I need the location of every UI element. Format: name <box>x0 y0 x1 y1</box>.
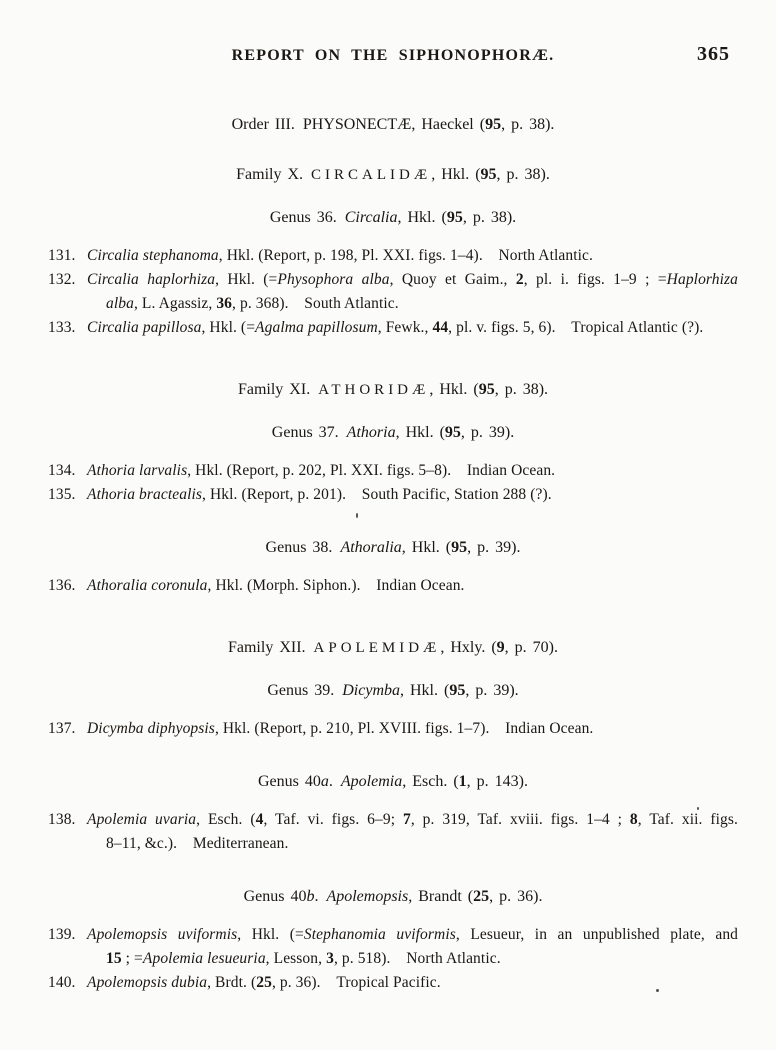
running-title: REPORT ON THE SIPHONOPHORÆ. <box>231 47 555 64</box>
species-entry <box>48 717 738 741</box>
ink-speck <box>656 989 659 992</box>
text-segment: , Esch. ( <box>402 773 459 790</box>
entry-line <box>48 971 738 995</box>
entry-number: 131. <box>48 247 76 264</box>
reference-number: 95 <box>480 166 497 183</box>
reference-number: 44 <box>432 319 449 336</box>
reference-number: 36 <box>216 295 233 312</box>
species-entry <box>48 244 738 268</box>
family-name-smallcaps: ATHORIDÆ <box>318 382 430 398</box>
taxon-name: Athoria <box>346 424 396 441</box>
entry-line <box>48 717 738 741</box>
text-segment: , Hxly. ( <box>440 639 497 656</box>
taxon-name: b <box>306 888 315 905</box>
taxon-name: Circalia papillosa <box>87 319 202 336</box>
order-heading <box>48 115 738 135</box>
text-segment: , Hkl. (= <box>215 271 278 288</box>
taxon-name: Agalma papillosum <box>255 319 378 336</box>
genus-heading <box>48 887 738 907</box>
text-segment: Family XII. <box>227 639 314 656</box>
taxon-name: Circalia stephanoma <box>87 247 219 264</box>
text-segment: , Lesson, <box>265 950 327 967</box>
taxon-name: Apolemia uvaria <box>87 811 197 828</box>
text-segment: , Taf. xii. figs. <box>637 811 738 828</box>
text-segment: 8–11, &c.). Mediterranean. <box>106 835 289 852</box>
text-segment: , p. 518). North Atlantic. <box>333 950 501 967</box>
entry-line <box>48 808 738 832</box>
text-segment: , p. 36). <box>489 888 543 905</box>
family-heading <box>48 380 738 400</box>
text-segment: , Hkl. ( <box>429 381 479 398</box>
text-segment: Family XI. <box>237 381 319 398</box>
entry-line <box>48 459 738 483</box>
text-segment: Family X. <box>236 166 312 183</box>
genus-heading <box>48 538 738 558</box>
species-entry <box>48 459 738 483</box>
taxon-name: Athoralia coronula <box>87 577 208 594</box>
entry-line <box>48 316 738 340</box>
taxon-name: Dicymba <box>342 682 400 699</box>
entry-line <box>48 947 738 971</box>
taxon-name: Haplorhiza <box>666 271 739 288</box>
reference-number: 25 <box>256 974 272 991</box>
taxon-name: alba <box>106 295 134 312</box>
text-segment: ; = <box>121 950 143 967</box>
species-entry <box>48 971 738 995</box>
species-entry <box>48 808 738 856</box>
text-segment: , Hkl. (Report, p. 198, Pl. XXI. figs. 1–4). North Atlantic. <box>218 247 593 264</box>
entry-line <box>48 574 738 598</box>
entry-number: 137. <box>48 720 76 737</box>
taxon-name: Apolemia lesueuria <box>142 950 266 967</box>
text-segment: , Hkl. (= <box>201 319 256 336</box>
text-segment: Genus 39. <box>267 682 343 699</box>
text-segment: Genus 40 <box>258 773 321 790</box>
species-entry <box>48 574 738 598</box>
text-segment: , p. 70). <box>504 639 558 656</box>
species-entry <box>48 923 738 971</box>
taxon-name: Apolemia <box>340 773 403 790</box>
reference-number: 4 <box>255 811 264 828</box>
text-segment: , Taf. vi. figs. 6–9; <box>263 811 403 828</box>
text-segment: , Quoy et Gaim., <box>389 271 516 288</box>
text-segment: , p. 36). Tropical Pacific. <box>271 974 441 991</box>
text-segment: , p. 368). South Atlantic. <box>232 295 399 312</box>
text-segment: . <box>314 888 327 905</box>
text-segment: , Esch. ( <box>196 811 256 828</box>
taxon-name: a <box>320 773 329 790</box>
text-segment: , p. 38). <box>462 209 517 226</box>
reference-number: 95 <box>446 209 463 226</box>
text-segment: , Fewk., <box>377 319 433 336</box>
text-segment: , L. Agassiz, <box>133 295 217 312</box>
text-segment: , Hkl. ( <box>401 539 452 556</box>
taxon-name: Athoria larvalis <box>87 462 188 479</box>
reference-number: 95 <box>451 539 468 556</box>
text-segment: , p. 39). <box>460 424 515 441</box>
text-segment: Genus 37. <box>271 424 347 441</box>
text-segment: Genus 36. <box>269 209 345 226</box>
text-segment: , Hkl. (Report, p. 202, Pl. XXI. figs. 5–8). Indian Ocean. <box>187 462 556 479</box>
entry-number: 138. <box>48 811 76 828</box>
entry-line <box>48 292 738 316</box>
text-segment: , Hkl. (Report, p. 210, Pl. XVIII. figs. 1–7). Indian Ocean. <box>214 720 594 737</box>
page-number: 365 <box>697 43 730 65</box>
reference-number: 9 <box>496 639 505 656</box>
reference-number: 7 <box>402 811 411 828</box>
ink-speck <box>697 807 699 810</box>
reference-number: 15 <box>106 950 122 967</box>
taxon-name: Athoria bractealis <box>87 486 203 503</box>
taxon-name: Circalia <box>344 209 398 226</box>
family-heading <box>48 165 738 185</box>
entry-number: 133. <box>48 319 76 336</box>
reference-number: 2 <box>515 271 524 288</box>
reference-number: 95 <box>449 682 466 699</box>
reference-number: 95 <box>485 116 502 133</box>
entry-number: 132. <box>48 271 76 288</box>
text-segment: , p. 39). <box>465 682 519 699</box>
family-heading <box>48 638 738 658</box>
text-segment: , p. 143). <box>466 773 528 790</box>
reference-number: 95 <box>478 381 495 398</box>
text-segment: , Lesueur, in an unpublished plate, and <box>455 926 739 943</box>
text-segment: , Hkl. (Morph. Siphon.). Indian Ocean. <box>207 577 465 594</box>
taxon-name: Dicymba diphyopsis <box>87 720 215 737</box>
taxon-name: Physophora alba <box>277 271 390 288</box>
text-segment: , p. 38). <box>501 116 555 133</box>
page-content <box>48 0 738 995</box>
taxon-name: Apolemopsis uviformis <box>87 926 238 943</box>
entry-number: 135. <box>48 486 76 503</box>
text-segment: , Hkl. (Report, p. 201). South Pacific, Station 288 (?). <box>202 486 552 503</box>
text-segment: , p. 319, Taf. xviii. figs. 1–4 ; <box>410 811 630 828</box>
genus-heading <box>48 208 738 228</box>
entry-line <box>48 483 738 507</box>
taxon-name: Apolemopsis dubia <box>87 974 208 991</box>
text-segment: , Hkl. ( <box>400 682 450 699</box>
text-segment: , Hkl. (= <box>237 926 304 943</box>
entry-number: 140. <box>48 974 76 991</box>
species-entry <box>48 316 738 340</box>
entry-line <box>48 268 738 292</box>
text-segment: , pl. v. figs. 5, 6). Tropical Atlantic (?). <box>448 319 704 336</box>
reference-number: 3 <box>326 950 334 967</box>
entry-line <box>48 832 738 856</box>
taxon-name: Athoralia <box>340 539 402 556</box>
text-segment: Order III. PHYSONECTÆ, Haeckel ( <box>231 116 486 133</box>
genus-heading <box>48 772 738 792</box>
text-segment: , Hkl. ( <box>397 209 447 226</box>
entry-number: 139. <box>48 926 76 943</box>
reference-number: 95 <box>444 424 461 441</box>
ink-speck <box>356 513 358 518</box>
text-segment: Genus 40 <box>243 888 307 905</box>
text-segment: , p. 38). <box>496 166 550 183</box>
text-segment: , p. 39). <box>467 539 521 556</box>
text-segment: , p. 38). <box>494 381 549 398</box>
family-name-smallcaps: CIRCALIDÆ <box>311 167 432 183</box>
entry-number: 134. <box>48 462 76 479</box>
reference-number: 25 <box>473 888 490 905</box>
entry-line <box>48 244 738 268</box>
species-entry <box>48 483 738 507</box>
entry-line <box>48 923 738 947</box>
text-segment: Genus 38. <box>265 539 341 556</box>
page-header <box>48 43 738 66</box>
entry-number: 136. <box>48 577 76 594</box>
reference-number: 8 <box>629 811 638 828</box>
text-segment: , pl. i. figs. 1–9 ; = <box>523 271 667 288</box>
text-segment: . <box>328 773 341 790</box>
family-name-smallcaps: APOLEMIDÆ <box>313 640 441 656</box>
text-segment: , Brdt. ( <box>207 974 257 991</box>
taxon-name: Stephanomia uviformis <box>303 926 456 943</box>
reference-number: 1 <box>458 773 467 790</box>
text-segment: , Hkl. ( <box>431 166 481 183</box>
text-segment: , Hkl. ( <box>395 424 445 441</box>
text-segment: , Brandt ( <box>408 888 474 905</box>
taxon-name: Circalia haplorhiza <box>87 271 216 288</box>
taxon-name: Apolemopsis <box>326 888 409 905</box>
genus-heading <box>48 423 738 443</box>
genus-heading <box>48 681 738 701</box>
species-entry <box>48 268 738 316</box>
